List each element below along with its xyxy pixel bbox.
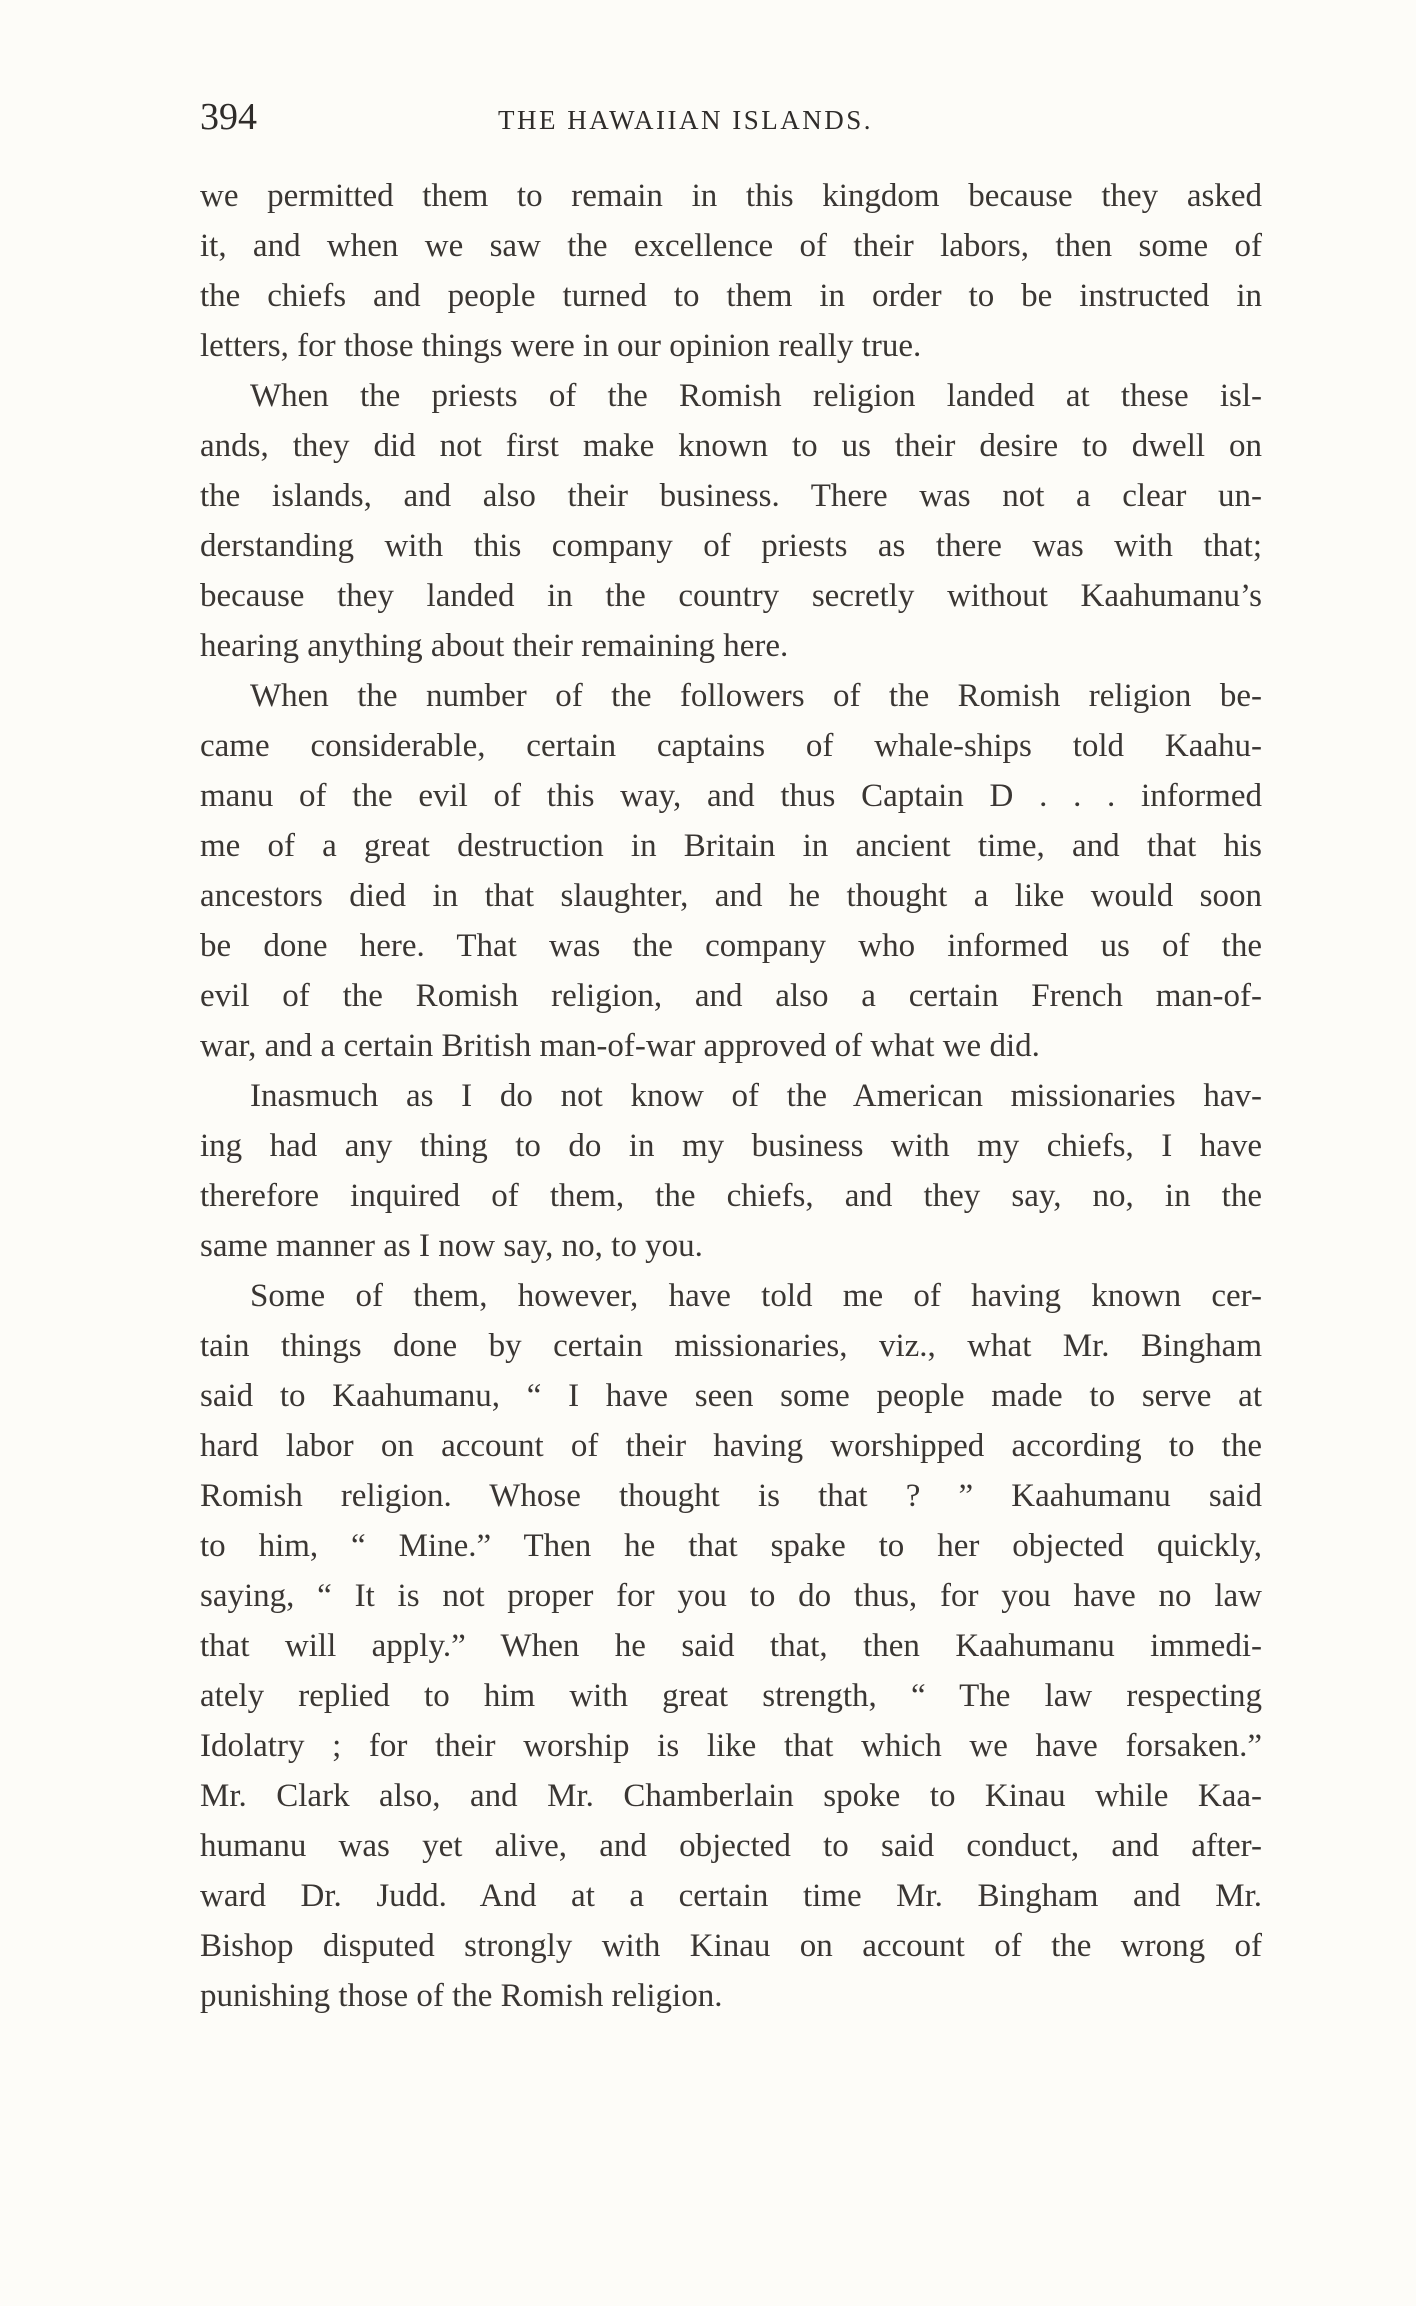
text-line: Mr. Clark also, and Mr. Chamberlain spoke to Kinau while Kaa- xyxy=(200,1778,1262,1814)
text-line: letters, for those things were in our opinion really true. xyxy=(200,328,922,364)
text-line: be done here. That was the company who informed us of the xyxy=(200,928,1262,964)
text-line: because they landed in the country secretly without Kaahumanu’s xyxy=(200,578,1262,614)
body-text xyxy=(200,171,1262,2021)
text-line: derstanding with this company of priests as there was with that; xyxy=(200,528,1262,564)
text-line: war, and a certain British man-of-war approved of what we did. xyxy=(200,1028,1040,1064)
paragraph xyxy=(200,671,1262,1071)
text-line: saying, “ It is not proper for you to do thus, for you have no law xyxy=(200,1578,1262,1614)
text-line: said to Kaahumanu, “ I have seen some people made to serve at xyxy=(200,1378,1262,1414)
paragraph xyxy=(200,171,1262,371)
text-line: hearing anything about their remaining here. xyxy=(200,628,789,664)
text-line: to him, “ Mine.” Then he that spake to her objected quickly, xyxy=(200,1528,1262,1564)
text-line: ands, they did not first make known to us their desire to dwell on xyxy=(200,428,1262,464)
text-line: punishing those of the Romish religion. xyxy=(200,1978,723,2014)
text-line: humanu was yet alive, and objected to said conduct, and after- xyxy=(200,1828,1262,1864)
text-line: When the priests of the Romish religion landed at these isl- xyxy=(250,378,1262,414)
paragraph xyxy=(200,1271,1262,2021)
text-line: Bishop disputed strongly with Kinau on account of the wrong of xyxy=(200,1928,1262,1964)
text-line: Inasmuch as I do not know of the American missionaries hav- xyxy=(250,1078,1262,1114)
page-header xyxy=(200,92,1220,142)
text-line: therefore inquired of them, the chiefs, and they say, no, in the xyxy=(200,1178,1262,1214)
paragraph-text xyxy=(200,171,1262,371)
text-line: tain things done by certain missionaries, viz., what Mr. Bingham xyxy=(200,1328,1262,1364)
text-line: the islands, and also their business. There was not a clear un- xyxy=(200,478,1262,514)
page-number: 394 xyxy=(200,96,257,138)
paragraph xyxy=(200,1071,1262,1271)
text-line: came considerable, certain captains of whale-ships told Kaahu- xyxy=(200,728,1262,764)
text-line: we permitted them to remain in this kingdom because they asked xyxy=(200,178,1262,214)
text-line: me of a great destruction in Britain in ancient time, and that his xyxy=(200,828,1262,864)
text-line: manu of the evil of this way, and thus Captain D . . . informed xyxy=(200,778,1262,814)
text-line: that will apply.” When he said that, then Kaahumanu immedi- xyxy=(200,1628,1262,1664)
text-line: Romish religion. Whose thought is that ? ” Kaahumanu said xyxy=(200,1478,1262,1514)
text-line: ancestors died in that slaughter, and he thought a like would soon xyxy=(200,878,1262,914)
text-line: ately replied to him with great strength, “ The law respecting xyxy=(200,1678,1262,1714)
paragraph-text xyxy=(200,1071,1262,1271)
text-line: Idolatry ; for their worship is like that which we have forsaken.” xyxy=(200,1728,1262,1764)
running-title: THE HAWAIIAN ISLANDS. xyxy=(498,105,874,135)
text-line: same manner as I now say, no, to you. xyxy=(200,1228,703,1264)
text-line: ward Dr. Judd. And at a certain time Mr. Bingham and Mr. xyxy=(200,1878,1262,1914)
text-line: ing had any thing to do in my business with my chiefs, I have xyxy=(200,1128,1262,1164)
paragraph-text xyxy=(200,371,1262,671)
text-line: When the number of the followers of the Romish religion be- xyxy=(250,678,1262,714)
paragraph-text xyxy=(200,1271,1262,2021)
text-line: the chiefs and people turned to them in order to be instructed in xyxy=(200,278,1262,314)
text-line: it, and when we saw the excellence of their labors, then some of xyxy=(200,228,1262,264)
text-line: hard labor on account of their having worshipped according to the xyxy=(200,1428,1262,1464)
paragraph-text xyxy=(200,671,1262,1071)
text-line: evil of the Romish religion, and also a certain French man-of- xyxy=(200,978,1262,1014)
text-line: Some of them, however, have told me of having known cer- xyxy=(250,1278,1262,1314)
paragraph xyxy=(200,371,1262,671)
